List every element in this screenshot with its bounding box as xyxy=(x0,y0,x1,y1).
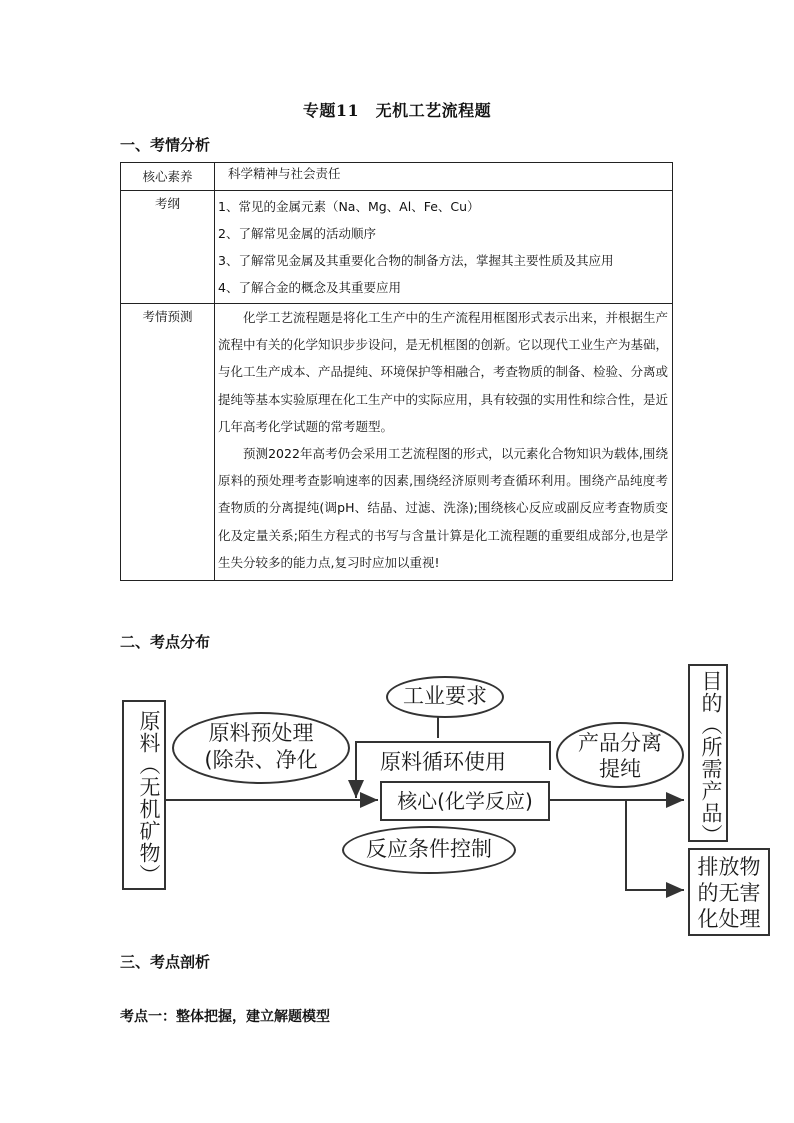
core-reaction-box: 核心(化学反应) xyxy=(380,781,550,821)
outline-item: 1、常见的金属元素（Na、Mg、Al、Fe、Cu） xyxy=(218,199,480,214)
outline-item: 4、了解合金的概念及其重要应用 xyxy=(218,280,401,295)
recycle-label: 原料循环使用 xyxy=(380,750,506,774)
table-row xyxy=(121,304,673,581)
row-label-outline: 考纲 xyxy=(121,191,215,304)
industry-requirement-bubble: 工业要求 xyxy=(386,676,504,718)
analysis-table xyxy=(120,162,673,581)
product-separation-bubble: 产品分离 提纯 xyxy=(556,722,684,788)
waste-treatment-box: 排放物 的无害 化处理 xyxy=(688,848,770,936)
section-heading-distribution: 二、考点分布 xyxy=(120,633,211,651)
outline-cell xyxy=(215,191,673,304)
target-product-box: 目的（所需产品） xyxy=(688,664,728,842)
forecast-cell xyxy=(215,304,673,581)
row-label-core: 核心素养 xyxy=(121,163,215,191)
point-one-heading: 考点一：整体把握，建立解题模型 xyxy=(120,1009,330,1025)
raw-material-box: 原料（无机矿物） xyxy=(122,700,166,890)
section-heading-analysis-points: 三、考点剖析 xyxy=(120,953,211,971)
condition-control-bubble: 反应条件控制 xyxy=(342,826,516,874)
row-label-forecast: 考情预测 xyxy=(121,304,215,581)
outline-item: 2、了解常见金属的活动顺序 xyxy=(218,226,376,241)
section-heading-analysis: 一、考情分析 xyxy=(120,136,211,154)
pretreatment-bubble: 原料预处理 (除杂、净化 xyxy=(172,712,350,784)
process-flow-diagram xyxy=(118,660,778,940)
page-title: 专题11 无机工艺流程题 xyxy=(302,101,492,120)
forecast-paragraph: 化学工艺流程题是将化工生产中的生产流程用框图形式表示出来，并根据生产流程中有关的化学知识步步设问，是无机框图的创新。它以现代工业生产为基础，与化工生产成本、产品提纯、环境保护等相融合，考查物质的制备、检验、分离或提纯等基本实验原理在化工生产中的实际应用，具有较强的实用性和综合性，是近几年高考化学试题的常考题型。 xyxy=(218,310,669,434)
arrow-to-waste xyxy=(626,800,684,890)
table-row xyxy=(121,191,673,304)
forecast-paragraph: 预测2022年高考仍会采用工艺流程图的形式，以元素化合物知识为载体,围绕原料的预处理考查影响速率的因素,围绕经济原则考查循环利用。围绕产品纯度考查物质的分离提纯(调pH、结晶、过滤、洗涤);围绕核心反应或副反应考查物质变化及定量关系;陌生方程式的书写与含量计算是化工流程题的重要组成部分,也是学生失分较多的能力点,复习时应加以重视! xyxy=(218,446,668,570)
table-row xyxy=(121,163,673,191)
row-value-core: 科学精神与社会责任 xyxy=(215,163,673,191)
outline-item: 3、了解常见金属及其重要化合物的制备方法，掌握其主要性质及其应用 xyxy=(218,253,614,268)
